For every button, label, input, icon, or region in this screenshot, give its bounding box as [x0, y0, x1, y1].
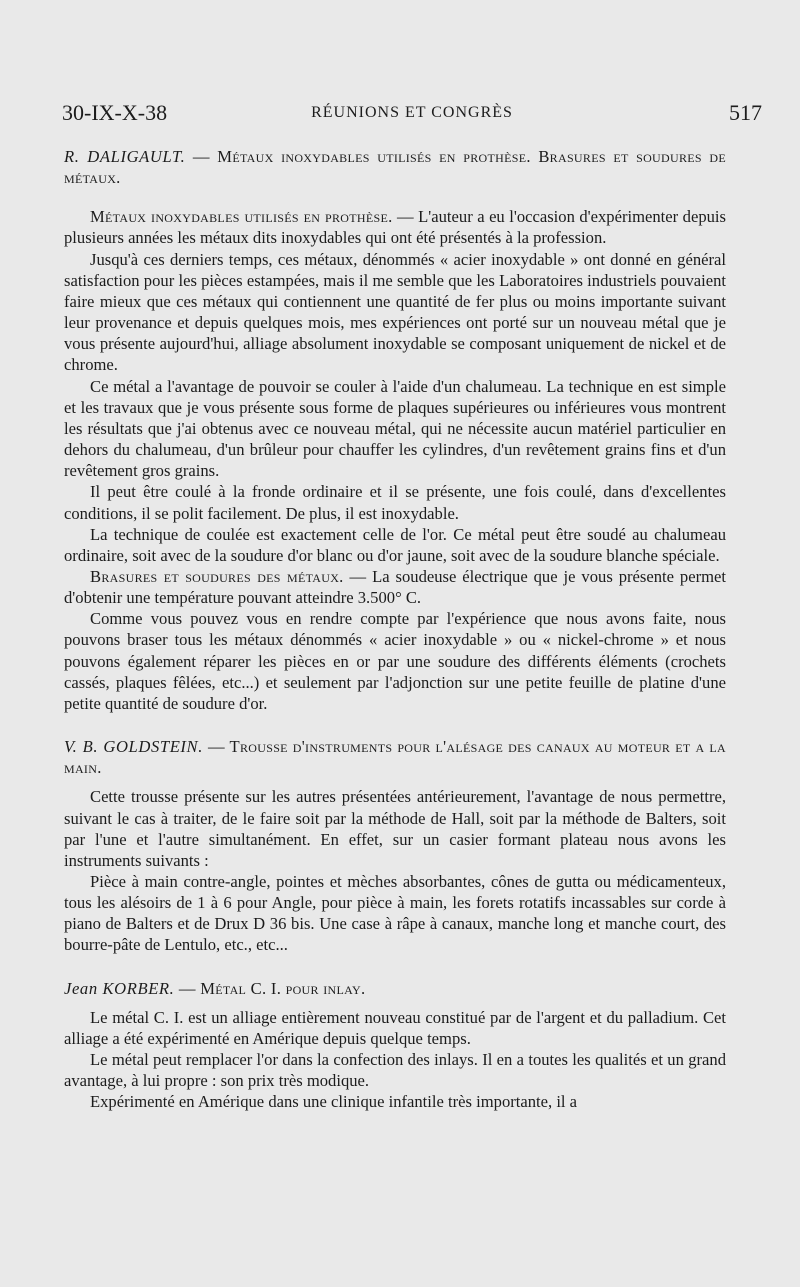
header-date: 30-IX-X-38 — [62, 100, 168, 125]
section-heading — [64, 146, 726, 188]
paragraph: Ce métal a l'avantage de pouvoir se couler à l'aide d'un chalumeau. La technique en est simple et les travaux que je vous présente sous forme de plaques supérieures ou inférieures vous montrent les résultats que j'ai obtenus avec ce nouveau métal, qui ne nécessite aucun matériel particulier en dehors du chalumeau, d'un brûleur pour chauffer les cylindres, d'un revêtement grains fins et d'un revêtement gros grains. — [64, 376, 726, 481]
paragraph: Comme vous pouvez vous en rendre compte par l'expérience que nous avons faite, nous pouvons braser tous les métaux dénommés « acier inoxydable » ou « nickel-chrome » et nous pouvons également réparer les pièces en or par une soudure des différents éléments (crochets cassés, plaques fêlées, etc...) et seulement par l'adjonction sur une petite feuille de platine d'une petite quantité de soudure d'or. — [64, 609, 726, 713]
section-heading — [64, 978, 726, 999]
paragraph: Jusqu'à ces derniers temps, ces métaux, dénommés « acier inoxydable » ont donné en général satisfaction pour les pièces estampées, mais il me semble que les Laboratoires industriels pouvaient faire mieux que ces métaux qui contiennent une quantité de fer plus ou moins importante suivant leur provenance et depuis quelques mois, mes expériences ont porté sur un nouveau métal que je vous présente aujourd'hui, alliage absolument inoxydable se composant uniquement de nickel et de chrome. — [64, 249, 726, 375]
paragraph: Expérimenté en Amérique dans une clinique infantile très importante, il a — [90, 1092, 578, 1112]
author-name: R. DALIGAULT. — [64, 147, 186, 166]
author-name: V. B. GOLDSTEIN. — [64, 737, 203, 757]
page-number: 517 — [729, 100, 762, 125]
paragraph: Pièce à main contre-angle, pointes et mèches absorbantes, cônes de gutta ou médicamenteux, tous les alésoirs de 1 à 6 pour Angle, pour pièce à main, les forets rotatifs incassables sur corde à piano de Balters et de Drux D 36 bis. Une case à râpe à canaux, manche long et manche court, des bourre-pâte de Lentulo, etc., etc... — [64, 872, 726, 955]
paragraph: Il peut être coulé à la fronde ordinaire et il se présente, une fois coulé, dans d'excellentes conditions, il se polit facilement. De plus, il est inoxydable. — [64, 482, 726, 523]
running-header — [62, 100, 762, 132]
paragraph-lead: Métaux inoxydables utilisés en prothèse. — [90, 207, 393, 227]
paragraph: Cette trousse présente sur les autres présentées antérieurement, l'avantage de nous permettre, suivant le cas à traiter, de le faire soit par la méthode de Hall, soit par la méthode de Balters, soit par l'une et l'autre simultanément. En effet, sur un casier formant plateau nous avons les instruments suivants : — [64, 787, 726, 870]
paragraph: Brasures et soudures des métaux. — La soudeuse électrique que je vous présente permet d'obtenir une température pouvant atteindre 3.500° C. — [64, 566, 726, 608]
section-title: — Métal C. I. pour inlay. — [174, 978, 366, 998]
author-name: Jean KORBER. — [64, 978, 175, 998]
paragraph-lead: Brasures et soudures des métaux. — [90, 566, 344, 586]
section-title: — Métaux inoxydables utilisés en prothèse. Brasures et soudures de métaux. — [64, 147, 726, 188]
section-heading — [64, 736, 726, 778]
paragraph: La technique de coulée est exactement celle de l'or. Ce métal peut être soudé au chalumeau ordinaire, soit avec de la soudure d'or blanc ou d'or jaune, soit avec de la soudure blanche spéciale. — [64, 524, 726, 565]
header-title: RÉUNIONS ET CONGRÈS — [311, 104, 513, 121]
section-title: — Trousse d'instruments pour l'alésage des canaux au moteur et a la main. — [64, 737, 726, 778]
paragraph: Le métal C. I. est un alliage entièrement nouveau constitué par de l'argent et du palladium. Cet alliage a été expérimenté en Amérique depuis quelque temps. — [64, 1007, 726, 1048]
paragraph: Métaux inoxydables utilisés en prothèse. — L'auteur a eu l'occasion d'expérimenter depuis plusieurs années les métaux dits inoxydables qui ont été présentés à la profession. — [64, 207, 726, 248]
paragraph: Le métal peut remplacer l'or dans la confection des inlays. Il en a toutes les qualités et un grand avantage, à lui propre : son prix très modique. — [64, 1050, 726, 1091]
page-body — [64, 146, 726, 1113]
